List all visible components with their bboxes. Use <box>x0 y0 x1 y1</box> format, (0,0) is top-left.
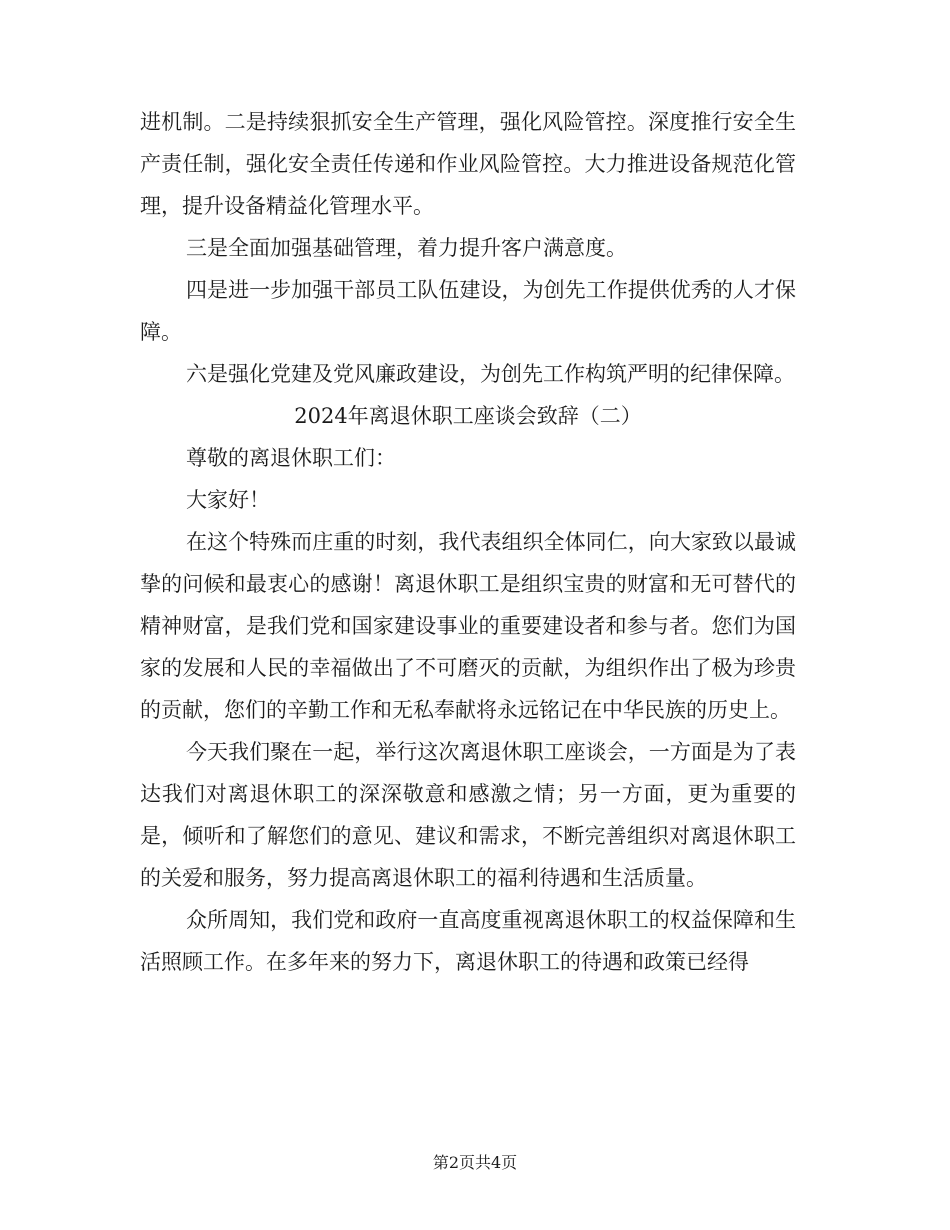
greeting: 尊敬的离退休职工们： <box>186 446 396 470</box>
body-paragraph: 在这个特殊而庄重的时刻，我代表组织全体同仁，向大家致以最诚挚的问候和最衷心的感谢！离退休职工是组织宝贵的财富和无可替代的精神财富，是我们党和国家建设事业的重要建设者和参与者。您们为国家的发展和人民的幸福做出了不可磨灭的贡献，为组织作出了极为珍贵的贡献，您们的辛勤工作和无私奉献将永远铭记在中华民族的历史上。 <box>140 530 796 722</box>
document-body <box>140 101 796 983</box>
section-title: 2024年离退休职工座谈会致辞（二） <box>294 404 642 428</box>
salutation: 大家好！ <box>186 488 270 512</box>
body-paragraph: 今天我们聚在一起，举行这次离退休职工座谈会，一方面是为了表达我们对离退休职工的深深敬意和感激之情；另一方面，更为重要的是，倾听和了解您们的意见、建议和需求，不断完善组织对离退休职工的关爱和服务，努力提高离退休职工的福利待遇和生活质量。 <box>140 740 796 890</box>
paragraph-continued: 进机制。二是持续狠抓安全生产管理，强化风险管控。深度推行安全生产责任制，强化安全责任传递和作业风险管控。大力推进设备规范化管理，提升设备精益化管理水平。 <box>140 110 796 218</box>
body-paragraph: 众所周知，我们党和政府一直高度重视离退休职工的权益保障和生活照顾工作。在多年来的努力下，离退休职工的待遇和政策已经得 <box>140 908 796 974</box>
paragraph-point-three: 三是全面加强基础管理，着力提升客户满意度。 <box>186 236 627 260</box>
page-number-footer: 第2页共4页 <box>432 1153 518 1172</box>
paragraph-point-four: 四是进一步加强干部员工队伍建设，为创先工作提供优秀的人才保障。 <box>140 278 796 344</box>
paragraph-point-six: 六是强化党建及党风廉政建设，为创先工作构筑严明的纪律保障。 <box>186 362 795 386</box>
